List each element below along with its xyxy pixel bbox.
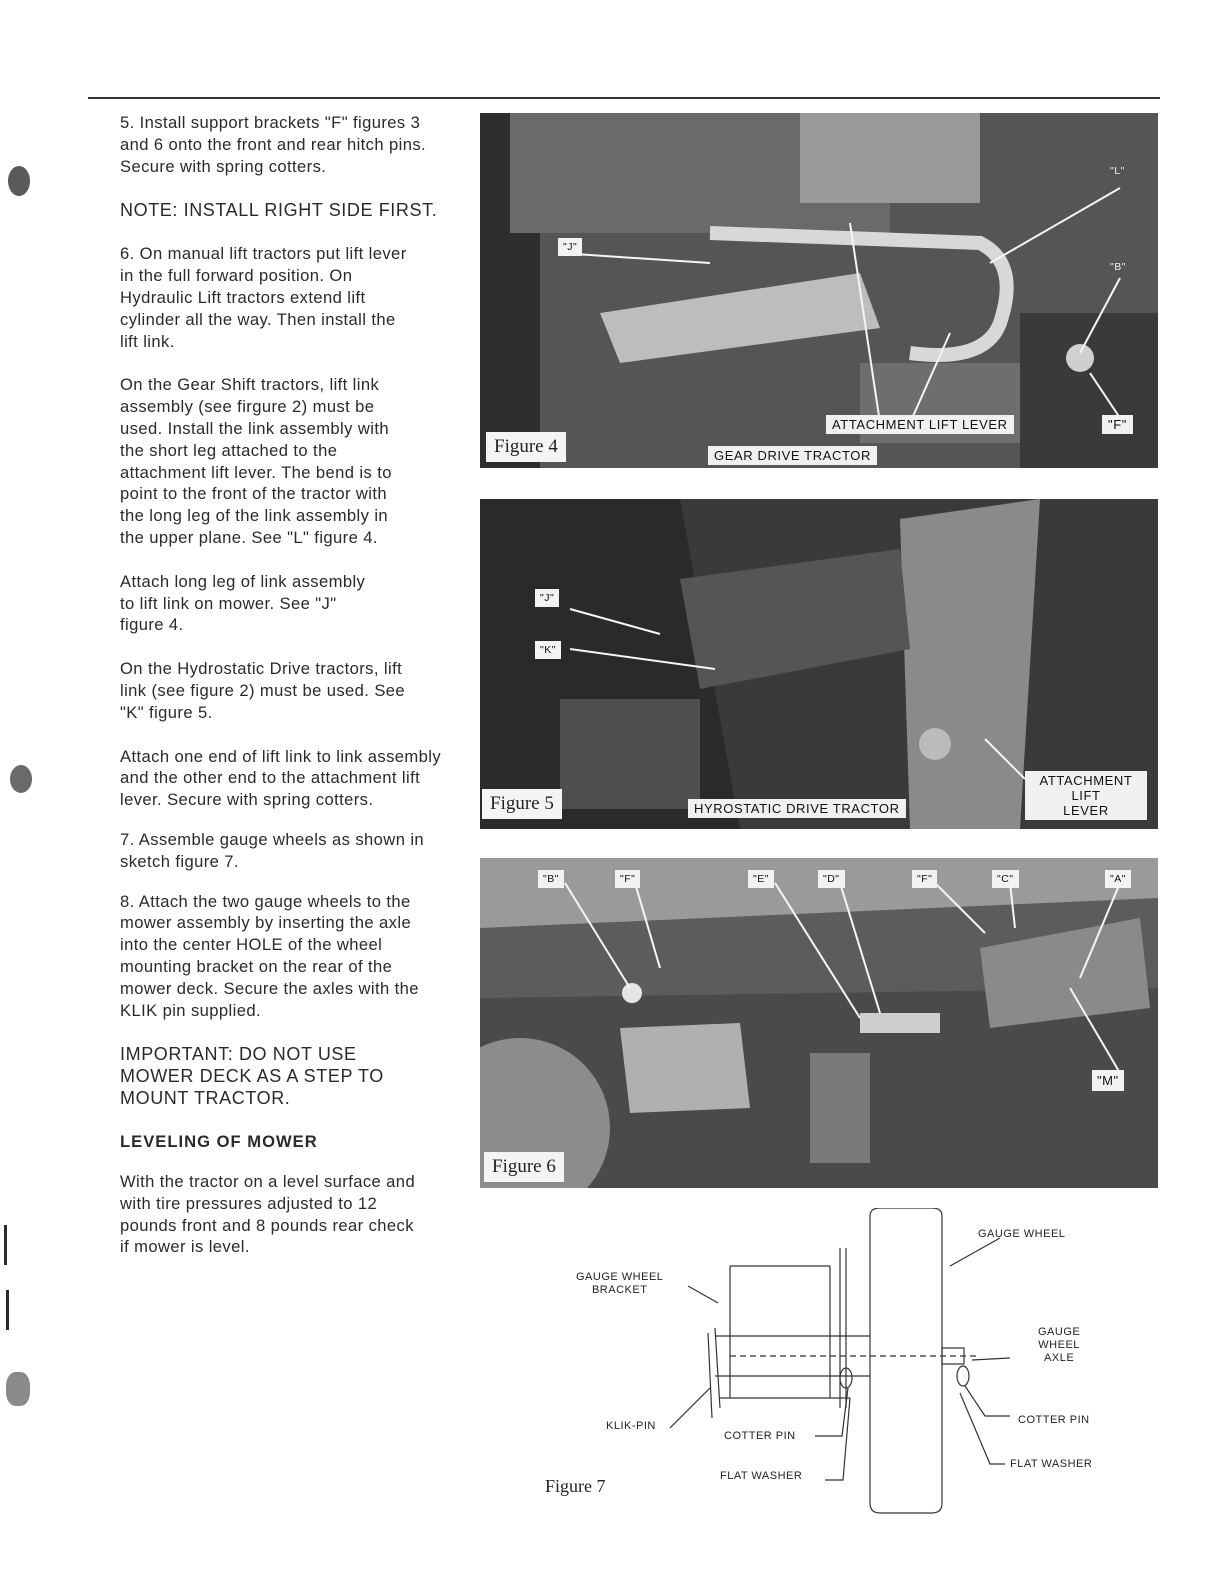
fig7-flat-washer-left-label: FLAT WASHER: [720, 1470, 803, 1482]
fig6-tag-m: "M": [1092, 1070, 1124, 1091]
fig5-lever-label: [1025, 771, 1147, 820]
step-8-text: 8. Attach the two gauge wheels to the mower assembly by inserting the axle into the center HOLE of the wheel mounting bracket on the rear of the mower deck. Secure the axles with the KLIK pin supplied.: [120, 891, 419, 1020]
fig4-lever-label: ATTACHMENT LIFT LEVER: [826, 415, 1014, 434]
fig7-cotter-pin-right-label: COTTER PIN: [1018, 1414, 1090, 1426]
figure-4-photo: [480, 113, 1158, 468]
fig6-tag-d: "D": [818, 870, 845, 888]
step-6-text: 6. On manual lift tractors put lift lever in the full forward position. On Hydraulic Lift tractors extend lift cylinder all the way. Then install the lift link.: [120, 244, 407, 351]
figure-4-caption: Figure 4: [486, 432, 566, 462]
fig5-lever-label-line3: LEVER: [1063, 803, 1109, 818]
figure-7-sketch: [540, 1208, 1160, 1528]
fig5-tag-k: "K": [535, 641, 561, 659]
fig7-gauge-wheel-label: GAUGE WHEEL: [978, 1228, 1066, 1240]
step-7-text: 7. Assemble gauge wheels as shown in sketch figure 7.: [120, 829, 425, 871]
fig7-axle-label-line2: WHEEL: [1038, 1339, 1080, 1351]
hydrostatic-text: On the Hydrostatic Drive tractors, lift link (see figure 2) must be used. See "K" figure 5.: [120, 659, 406, 722]
scan-mark: [8, 166, 30, 196]
fig5-tractor-label: HYROSTATIC DRIVE TRACTOR: [688, 799, 906, 818]
figure-4-drawing: [480, 113, 1158, 468]
attach-long-leg-text: Attach long leg of link assembly to lift link on mower. See "J" figure 4.: [120, 571, 366, 635]
fig7-bracket-label-line2: BRACKET: [591, 1284, 648, 1296]
gear-shift-text: On the Gear Shift tractors, lift link assembly (see firgure 2) must be used. Install the link assembly with the short leg attached to the attachment lift lever. The bend is to point to the front of the tractor with the long leg of the link assembly in the upper plane. See "L" figure 4.: [120, 375, 392, 547]
header-rule: [88, 97, 1160, 99]
fig6-tag-e: "E": [748, 870, 774, 888]
leveling-heading: LEVELING OF MOWER: [120, 1132, 318, 1152]
scan-mark: [6, 1372, 30, 1406]
fig6-tag-c: "C": [992, 870, 1019, 888]
fig4-tractor-label: GEAR DRIVE TRACTOR: [708, 446, 877, 465]
scan-mark: [10, 765, 32, 793]
fig7-axle-label-line3: AXLE: [1044, 1352, 1075, 1364]
figure-6-caption: Figure 6: [484, 1152, 564, 1182]
fig4-tag-l: "L": [1110, 165, 1125, 177]
fig4-tag-f: "F": [1102, 415, 1133, 434]
scan-mark: [4, 1225, 7, 1265]
figure-7-drawing: [540, 1208, 1160, 1528]
step-5-text: 5. Install support brackets "F" figures 3 and 6 onto the front and rear hitch pins. Secure with spring cotters.: [120, 113, 427, 176]
fig7-axle-label-line1: GAUGE: [1038, 1326, 1081, 1338]
fig6-tag-f2: "F": [912, 870, 937, 888]
attach-lift-link-text: Attach one end of lift link to link assembly and the other end to the attachment lift lever. Secure with spring cotters.: [120, 746, 442, 810]
figure-6-photo: [480, 858, 1158, 1188]
fig6-tag-f1: "F": [615, 870, 640, 888]
figure-5-photo: [480, 499, 1158, 829]
fig7-cotter-pin-left-label: COTTER PIN: [724, 1430, 796, 1442]
fig5-lever-label-line1: ATTACHMENT: [1039, 773, 1133, 788]
fig7-klik-pin-label: KLIK-PIN: [606, 1420, 656, 1432]
fig6-tag-b: "B": [538, 870, 564, 888]
fig7-bracket-label-line1: GAUGE WHEEL: [576, 1271, 664, 1283]
fig5-tag-j: "J": [535, 589, 559, 607]
fig4-tag-b: "B": [1110, 261, 1126, 273]
figure-5-caption: Figure 5: [482, 789, 562, 819]
figure-6-drawing: [480, 858, 1158, 1188]
fig7-bracket-label: [576, 1271, 663, 1297]
fig7-flat-washer-right-label: FLAT WASHER: [1010, 1458, 1093, 1470]
fig5-lever-label-line2: LIFT: [1071, 788, 1101, 803]
figure-7-caption: Figure 7: [545, 1476, 606, 1496]
fig4-tag-j: "J": [558, 238, 582, 256]
important-text: IMPORTANT: DO NOT USE MOWER DECK AS A STEP TO MOUNT TRACTOR.: [120, 1044, 384, 1109]
scan-mark: [6, 1290, 9, 1330]
note-text: NOTE: INSTALL RIGHT SIDE FIRST.: [120, 200, 438, 221]
fig7-axle-label: [1038, 1326, 1080, 1365]
fig6-tag-a: "A": [1105, 870, 1131, 888]
leveling-text: With the tractor on a level surface and with tire pressures adjusted to 12 pounds front and 8 pounds rear check if mower is level.: [120, 1172, 416, 1257]
instruction-column: [120, 112, 442, 1258]
